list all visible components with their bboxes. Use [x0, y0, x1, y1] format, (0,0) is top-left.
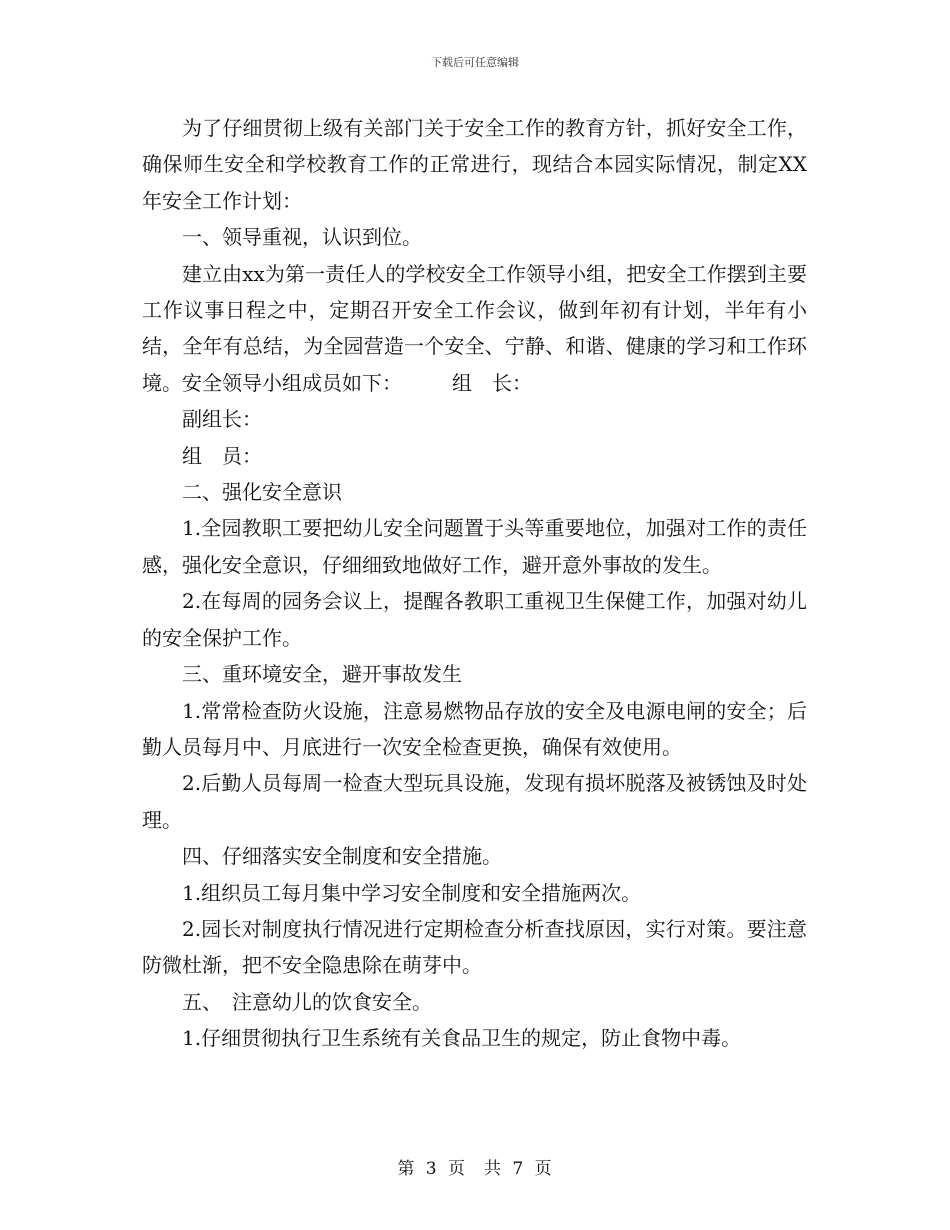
- page-total: 7: [512, 1159, 525, 1179]
- page-mid: 页 共: [448, 1159, 502, 1179]
- paragraph-item: 2.园长对制度执行情况进行定期检查分析查找原因，实行对策。要注意防微杜渐，把不安全隐患除在萌芽中。: [142, 916, 807, 978]
- document-body: [142, 110, 807, 1057]
- section-heading-5: 五、 注意幼儿的饮食安全。: [182, 989, 432, 1014]
- paragraph-deputy-leader: 副组长：: [182, 407, 262, 432]
- paragraph-intro: 为了仔细贯彻上级有关部门关于安全工作的教育方针，抓好安全工作，确保师生安全和学校教育工作的正常进行，现结合本园实际情况，制定XX年安全工作计划：: [142, 116, 807, 213]
- paragraph-item: 1.仔细贯彻执行卫生系统有关食品卫生的规定，防止食物中毒。: [182, 1026, 742, 1051]
- page-header-watermark: 下载后可任意编辑: [431, 56, 519, 69]
- paragraph-item: 1.组织员工每月集中学习安全制度和安全措施两次。: [182, 880, 642, 905]
- paragraph-leadership: 建立由xx为第一责任人的学校安全工作领导小组，把安全工作摆到主要工作议事日程之中，定期召开安全工作会议，做到年初有计划，半年有小结，全年有总结，为全园营造一个安全、宁静、和谐、健康的学习和工作环境。安全领导小组成员如下： 组 长：: [142, 261, 807, 395]
- page-current: 3: [425, 1159, 438, 1179]
- paragraph-item: 1.常常检查防火设施，注意易燃物品存放的安全及电源电闸的安全；后勤人员每月中、月底进行一次安全检查更换，确保有效使用。: [142, 698, 807, 759]
- section-heading-4: 四、仔细落实安全制度和安全措施。: [182, 844, 502, 869]
- paragraph-item: 1.全园教职工要把幼儿安全问题置于头等重要地位，加强对工作的责任感，强化安全意识，仔细细致地做好工作，避开意外事故的发生。: [142, 516, 807, 577]
- page-suffix: 页: [534, 1159, 553, 1179]
- paragraph-members: 组 员：: [182, 443, 262, 468]
- page-footer-pagination: [0, 1154, 950, 1179]
- paragraph-item: 2.在每周的园务会议上，提醒各教职工重视卫生保健工作，加强对幼儿的安全保护工作。: [142, 589, 807, 650]
- paragraph-item: 2.后勤人员每周一检查大型玩具设施，发现有损坏脱落及被锈蚀及时处理。: [142, 771, 807, 832]
- section-heading-2: 二、强化安全意识: [182, 480, 342, 505]
- page-prefix: 第: [397, 1159, 416, 1179]
- section-heading-1: 一、领导重视，认识到位。: [182, 225, 422, 250]
- section-heading-3: 三、重环境安全，避开事故发生: [182, 662, 462, 687]
